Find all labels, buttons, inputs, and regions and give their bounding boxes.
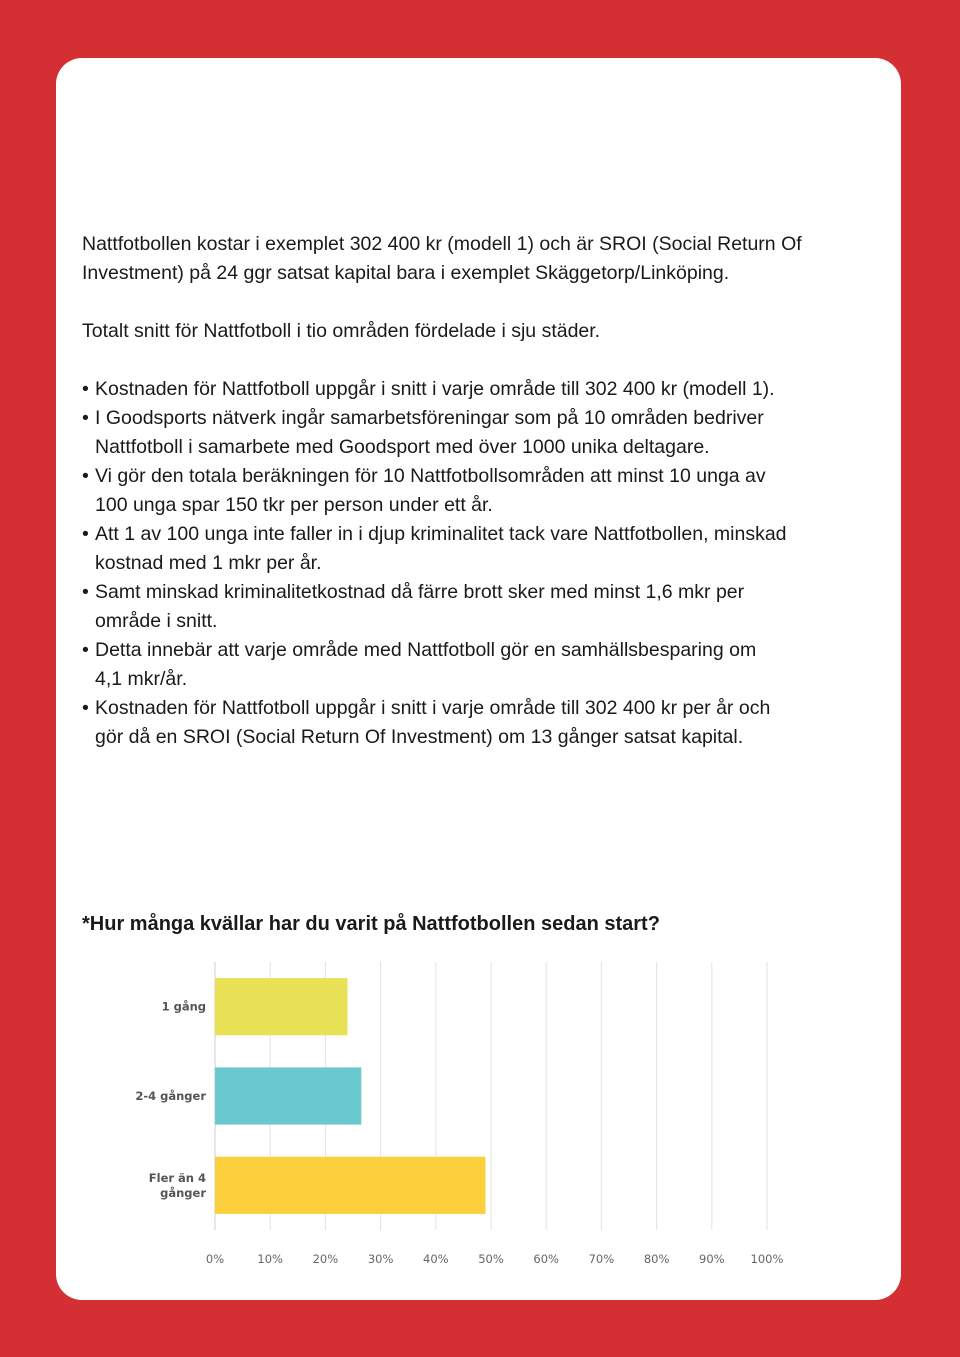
x-tick-label: 50% bbox=[478, 1252, 504, 1266]
bullet-line: • Samt minskad kriminalitetkostnad då färre brott sker med minst 1,6 mkr per bbox=[95, 581, 745, 603]
category-label: 1 gång bbox=[161, 999, 206, 1014]
bar bbox=[215, 1157, 485, 1214]
bullet-line: • Detta innebär att varje område med Nattfotboll gör en samhällsbesparing om bbox=[95, 639, 757, 661]
x-tick-label: 0% bbox=[205, 1252, 225, 1266]
x-tick-label: 80% bbox=[643, 1252, 670, 1266]
bullet-line: • Kostnaden för Nattfotboll uppgår i snitt i varje område till 302 400 kr (modell 1). bbox=[95, 378, 775, 400]
bullet-line: • Att 1 av 100 unga inte faller in i djup kriminalitet tack vare Nattfotbollen, minskad bbox=[95, 523, 787, 545]
category-label: 2-4 gånger bbox=[135, 1089, 206, 1103]
bullet-line: område i snitt. bbox=[95, 610, 218, 632]
x-tick-label: 10% bbox=[257, 1252, 283, 1266]
bar-chart bbox=[120, 958, 784, 1278]
bullet-item bbox=[82, 404, 882, 462]
bullet-item bbox=[82, 462, 882, 520]
intro-text bbox=[82, 230, 882, 752]
bullet-item bbox=[82, 520, 882, 578]
survey-question: *Hur många kvällar har du varit på Nattfotbollen sedan start? bbox=[82, 913, 660, 935]
bullet-line: • I Goodsports nätverk ingår samarbetsföreningar som på 10 områden bedriver bbox=[95, 407, 764, 429]
bullet-line: • Vi gör den totala beräkningen för 10 Nattfotbollsområden att minst 10 unga av bbox=[95, 465, 766, 487]
x-tick-label: 90% bbox=[699, 1252, 725, 1266]
bullet-line: 100 unga spar 150 tkr per person under ett år. bbox=[95, 494, 493, 516]
bullet-line: 4,1 mkr/år. bbox=[95, 668, 188, 690]
bar bbox=[215, 978, 347, 1035]
bullet-item bbox=[82, 636, 882, 694]
x-tick-label: 100% bbox=[750, 1252, 784, 1266]
x-tick-label: 30% bbox=[367, 1252, 394, 1266]
intro-line: Totalt snitt för Nattfotboll i tio områden fördelade i sju städer. bbox=[82, 320, 601, 342]
category-label: Fler än 4 bbox=[148, 1170, 206, 1185]
bullet-item bbox=[82, 375, 882, 404]
bullet-item bbox=[82, 578, 882, 636]
intro-line: Investment) på 24 ggr satsat kapital bara i exemplet Skäggetorp/Linköping. bbox=[82, 262, 730, 284]
bullet-line: gör då en SROI (Social Return Of Investment) om 13 gånger satsat kapital. bbox=[95, 726, 744, 748]
bullet-line: kostnad med 1 mkr per år. bbox=[95, 552, 322, 574]
bullet-list bbox=[82, 375, 882, 752]
bullet-line: Nattfotboll i samarbete med Goodsport med över 1000 unika deltagare. bbox=[95, 436, 710, 458]
x-tick-label: 20% bbox=[312, 1252, 339, 1266]
category-label: gånger bbox=[160, 1185, 206, 1200]
bullet-line: • Kostnaden för Nattfotboll uppgår i snitt i varje område till 302 400 kr per år och bbox=[95, 697, 771, 719]
x-tick-label: 40% bbox=[423, 1252, 449, 1266]
bullet-item bbox=[82, 694, 882, 752]
x-tick-label: 70% bbox=[588, 1252, 615, 1266]
intro-line: Nattfotbollen kostar i exemplet 302 400 kr (modell 1) och är SROI (Social Return Of bbox=[82, 233, 802, 255]
bar bbox=[215, 1067, 361, 1124]
x-tick-label: 60% bbox=[533, 1252, 559, 1266]
